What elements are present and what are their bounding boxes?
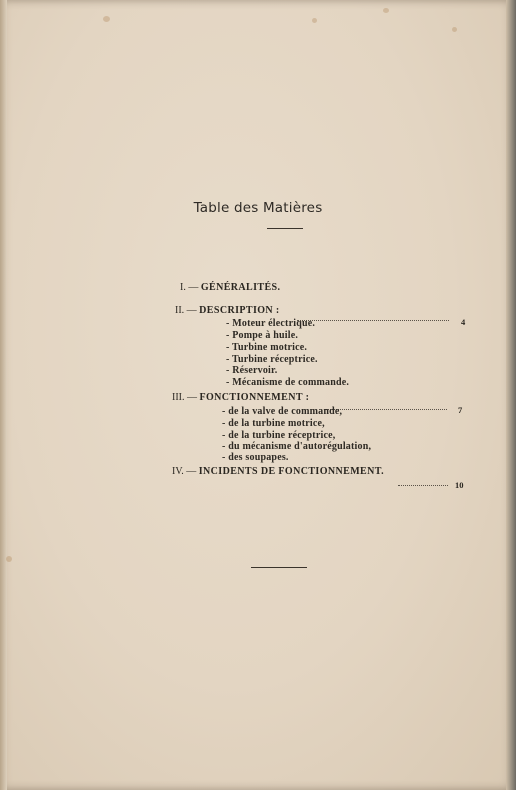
toc-item: - du mécanisme d'autorégulation, (222, 441, 372, 452)
section-number: IV. — (172, 466, 197, 477)
toc-section-3 (172, 392, 309, 403)
foxing-spot (6, 556, 12, 562)
section-number: II. — (175, 305, 197, 316)
dot-leader (398, 485, 448, 486)
toc-section-4 (172, 466, 384, 477)
foxing-spot (312, 18, 317, 23)
toc-item: - Pompe à huile. (226, 330, 299, 341)
page-right-edge (506, 0, 516, 790)
dot-leader (297, 320, 449, 321)
toc-item: - Réservoir. (226, 365, 278, 376)
closing-rule (251, 567, 307, 568)
page-number: 10 (455, 480, 464, 490)
toc-section-1 (180, 282, 280, 293)
toc-section-2 (175, 305, 280, 316)
toc-item: - de la valve de commande, (222, 406, 343, 417)
toc-item: - des soupapes. (222, 452, 289, 463)
toc-item: - Mécanisme de commande. (226, 377, 350, 388)
foxing-spot (103, 16, 110, 22)
foxing-spot (452, 27, 457, 32)
section-label: INCIDENTS DE FONCTIONNEMENT. (198, 466, 384, 477)
page-number: 4 (461, 317, 466, 327)
toc-item: - de la turbine motrice, (222, 418, 325, 429)
page-number: 7 (458, 405, 463, 415)
page-title: Table des Matières (193, 200, 323, 216)
section-label: GÉNÉRALITÉS. (200, 282, 281, 293)
toc-item: - Turbine motrice. (226, 342, 308, 353)
section-number: III. — (172, 392, 197, 403)
section-label: FONCTIONNEMENT : (199, 392, 310, 403)
dot-leader (325, 409, 447, 410)
toc-item: - de la turbine réceptrice, (222, 430, 336, 441)
page-left-edge (0, 0, 7, 790)
foxing-spot (383, 8, 389, 13)
section-number: I. — (180, 282, 199, 293)
toc-item: - Turbine réceptrice. (226, 354, 318, 365)
toc-item: - Moteur électrique. (226, 318, 316, 329)
title-underline (267, 228, 303, 229)
section-label: DESCRIPTION : (199, 305, 280, 316)
